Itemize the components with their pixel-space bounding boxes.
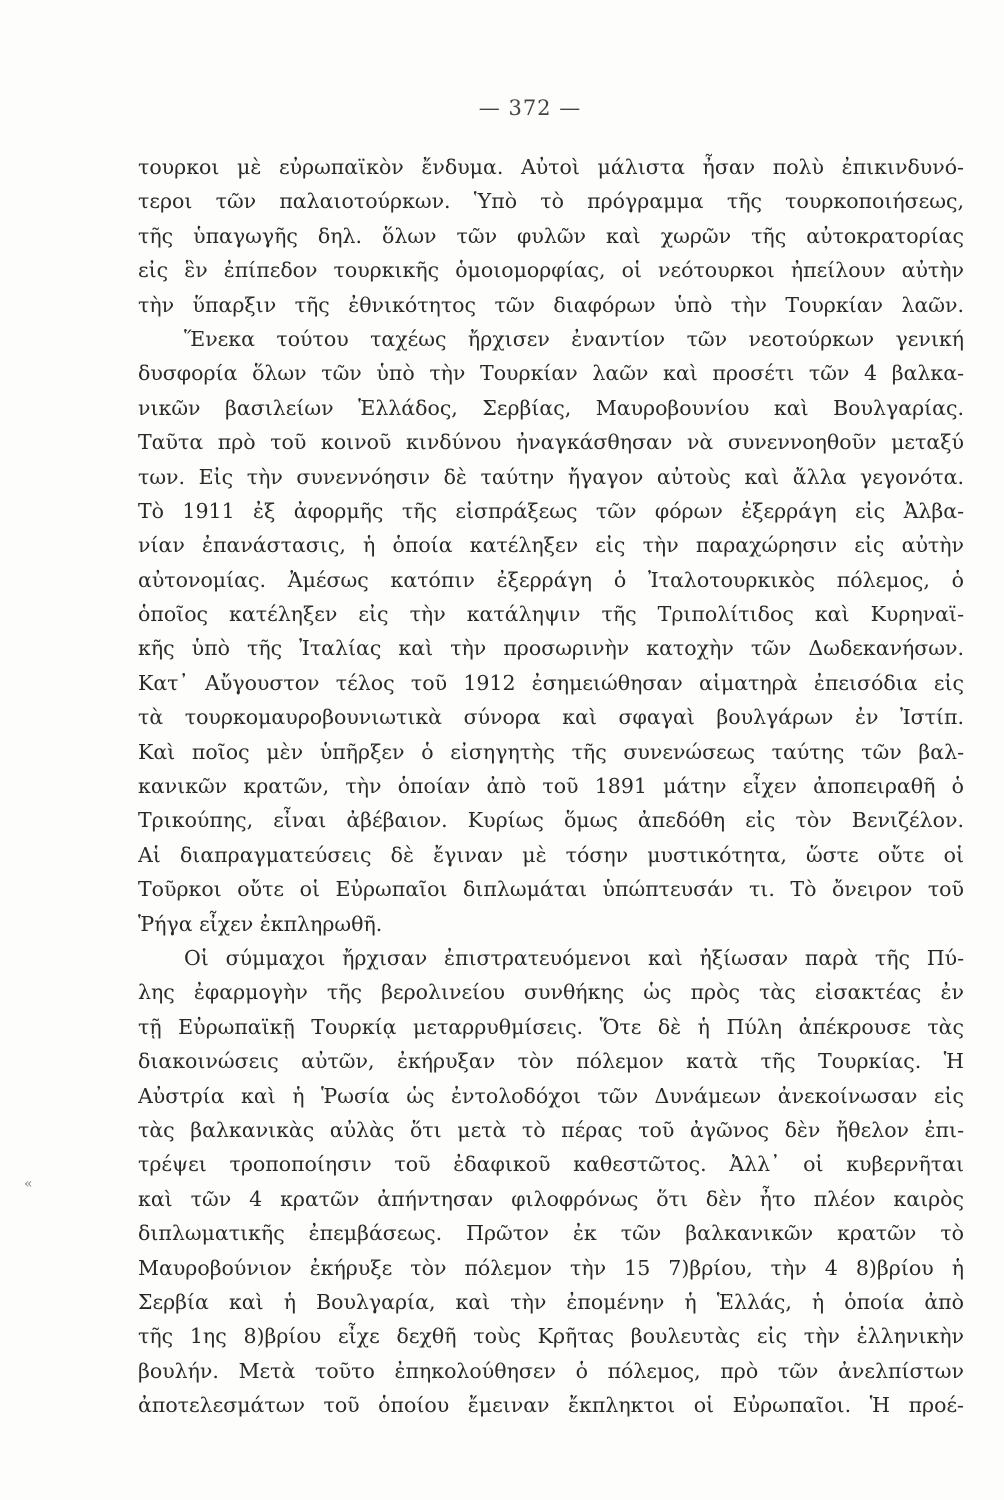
text-line: εἰς ἓν ἐπίπεδον τουρκικῆς ὁμοιομορφίας, οἱ νεότουρκοι ἠπείλουν αὐτὴν [138, 258, 964, 283]
text-line: τῇ Εὐρωπαϊκῇ Τουρκίᾳ μεταρρυθμίσεις. Ὅτε δὲ ἡ Πύλη ἀπέκρουσε τὰς [138, 1014, 964, 1039]
text-line: των. Εἰς τὴν συνεννόησιν δὲ ταύτην ἤγαγον αὐτοὺς καὶ ἄλλα γεγονότα. [138, 464, 964, 489]
text-line: κῆς ὑπὸ τῆς Ἰταλίας καὶ τὴν προσωρινὴν κατοχὴν τῶν Δωδεκανήσων. [138, 636, 964, 661]
text-line: λης ἐφαρμογὴν τῆς βερολινείου συνθήκης ὡς πρὸς τὰς εἰσακτέας ἐν [138, 980, 964, 1005]
text-line: τῆς 1ης 8)βρίου εἶχε δεχθῆ τοὺς Κρῆτας βουλευτὰς εἰς τὴν ἑλληνικὴν [138, 1324, 964, 1349]
paragraph-start-line: Οἱ σύμμαχοι ἤρχισαν ἐπιστρατευόμενοι καὶ ἠξίωσαν παρὰ τῆς Πύ- [184, 945, 964, 970]
text-line: νικῶν βασιλείων Ἑλλάδος, Σερβίας, Μαυροβουνίου καὶ Βουλγαρίας. [138, 395, 964, 420]
text-line: Καὶ ποῖος μὲν ὑπῆρξεν ὁ εἰσηγητὴς τῆς συνενώσεως ταύτης τῶν βαλ- [138, 739, 964, 764]
text-line: καὶ τῶν 4 κρατῶν ἀπήντησαν φιλοφρόνως ὅτι δὲν ἦτο πλέον καιρὸς [138, 1186, 964, 1211]
text-line: τὰ τουρκομαυροβουνιωτικὰ σύνορα καὶ σφαγαὶ βουλγάρων ἐν Ἰστίπ. [138, 705, 964, 730]
body-text [138, 150, 964, 1422]
text-line: τεροι τῶν παλαιοτούρκων. Ὑπὸ τὸ πρόγραμμα τῆς τουρκοποιήσεως, [138, 189, 964, 214]
text-line: Τοῦρκοι οὔτε οἱ Εὐρωπαῖοι διπλωμάται ὑπώπτευσάν τι. Τὸ ὄνειρον τοῦ [138, 877, 964, 902]
text-line: βουλήν. Μετὰ τοῦτο ἐπηκολούθησεν ὁ πόλεμος, πρὸ τῶν ἀνελπίστων [138, 1358, 964, 1383]
text-line: Τρικούπης, εἶναι ἀβέβαιον. Κυρίως ὅμως ἀπεδόθη εἰς τὸν Βενιζέλον. [138, 808, 964, 833]
text-line: ἀποτελεσμάτων τοῦ ὁποίου ἔμειναν ἔκπληκτοι οἱ Εὐρωπαῖοι. Ἡ προέ- [138, 1393, 964, 1418]
text-line: τὰς βαλκανικὰς αὐλὰς ὅτι μετὰ τὸ πέρας τοῦ ἀγῶνος δὲν ἤθελον ἐπι- [138, 1117, 964, 1142]
margin-mark: « [24, 1176, 33, 1192]
text-line: Κατ᾿ Αὔγουστον τέλος τοῦ 1912 ἐσημειώθησαν αἱματηρὰ ἐπεισόδια εἰς [138, 670, 964, 695]
text-line: τῆς ὑπαγωγῆς δηλ. ὅλων τῶν φυλῶν καὶ χωρῶν τῆς αὐτοκρατορίας [138, 223, 964, 248]
text-line: Ταῦτα πρὸ τοῦ κοινοῦ κινδύνου ἠναγκάσθησαν νὰ συνεννοηθοῦν μεταξύ [138, 430, 964, 455]
text-line: κανικῶν κρατῶν, τὴν ὁποίαν ἀπὸ τοῦ 1891 μάτην εἶχεν ἀποπειραθῆ ὁ [138, 774, 964, 799]
text-line: Σερβία καὶ ἡ Βουλγαρία, καὶ τὴν ἐπομένην ἡ Ἑλλάς, ἡ ὁποία ἀπὸ [138, 1289, 964, 1314]
text-line: δυσφορία ὅλων τῶν ὑπὸ τὴν Τουρκίαν λαῶν καὶ προσέτι τῶν 4 βαλκα- [138, 361, 964, 386]
text-line: διακοινώσεις αὐτῶν, ἐκήρυξαν τὸν πόλεμον κατὰ τῆς Τουρκίας. Ἡ [138, 1049, 964, 1074]
text-line: διπλωματικῆς ἐπεμβάσεως. Πρῶτον ἐκ τῶν βαλκανικῶν κρατῶν τὸ [138, 1221, 964, 1246]
text-line: Αὐστρία καὶ ἡ Ῥωσία ὡς ἐντολοδόχοι τῶν Δυνάμεων ἀνεκοίνωσαν εἰς [138, 1083, 964, 1108]
page-number: — 372 — [478, 96, 582, 120]
text-line: τὴν ὕπαρξιν τῆς ἐθνικότητος τῶν διαφόρων ὑπὸ τὴν Τουρκίαν λαῶν. [138, 292, 964, 317]
paragraph-end-line: Ῥήγα εἶχεν ἐκπληρωθῆ. [138, 911, 383, 936]
text-line: νίαν ἐπανάστασις, ἡ ὁποία κατέληξεν εἰς τὴν παραχώρησιν εἰς αὐτὴν [138, 533, 964, 558]
text-line: τρέψει τροποποίησιν τοῦ ἐδαφικοῦ καθεστῶτος. Ἀλλ᾿ οἱ κυβερνῆται [138, 1152, 964, 1177]
text-line: Αἱ διαπραγματεύσεις δὲ ἔγιναν μὲ τόσην μυστικότητα, ὥστε οὔτε οἱ [138, 842, 964, 867]
text-line: Μαυροβούνιον ἐκήρυξε τὸν πόλεμον τὴν 15 7)βρίου, τὴν 4 8)βρίου ἡ [138, 1255, 964, 1280]
text-line: αὐτονομίας. Ἀμέσως κατόπιν ἐξερράγη ὁ Ἰταλοτουρκικὸς πόλεμος, ὁ [138, 567, 964, 592]
text-line: ὁποῖος κατέληξεν εἰς τὴν κατάληψιν τῆς Τριπολίτιδος καὶ Κυρηναϊ- [138, 602, 964, 627]
text-line: τουρκοι μὲ εὐρωπαϊκὸν ἔνδυμα. Αὐτοὶ μάλιστα ἦσαν πολὺ ἐπικινδυνό- [138, 155, 964, 179]
text-line: Τὸ 1911 ἐξ ἀφορμῆς τῆς εἰσπράξεως τῶν φόρων ἐξερράγη εἰς Ἀλβα- [138, 498, 964, 523]
paragraph-start-line: Ἕνεκα τούτου ταχέως ἤρχισεν ἐναντίον τῶν νεοτούρκων γενική [184, 326, 964, 351]
